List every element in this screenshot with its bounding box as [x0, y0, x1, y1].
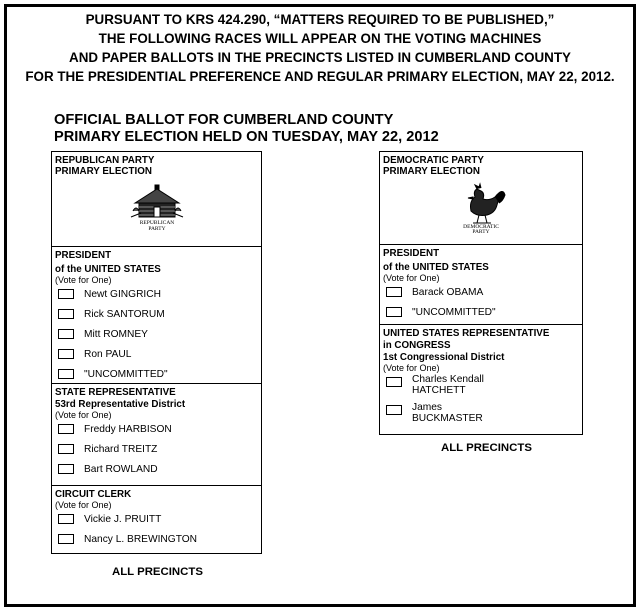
- race-subtitle: of the UNITED STATES: [55, 264, 161, 275]
- publication-notice: [8, 10, 632, 86]
- race-district: 1st Congressional District: [383, 352, 505, 363]
- vote-checkbox[interactable]: [58, 309, 74, 319]
- candidate-last-name: BUCKMASTER: [412, 413, 483, 424]
- party-header: [380, 152, 582, 244]
- race-title: CIRCUIT CLERK: [55, 489, 132, 500]
- vote-instruction: (Vote for One): [55, 410, 112, 420]
- candidate-name: [412, 402, 483, 424]
- ballot-title-line: PRIMARY ELECTION HELD ON TUESDAY, MAY 22, 2012: [54, 129, 439, 145]
- logo-caption: PARTY: [147, 226, 166, 231]
- race-subtitle: of the UNITED STATES: [383, 262, 489, 273]
- candidate-option[interactable]: [380, 304, 582, 324]
- candidate-name: "UNCOMMITTED": [412, 307, 496, 318]
- vote-instruction: (Vote for One): [383, 363, 440, 373]
- candidate-option[interactable]: [52, 306, 261, 326]
- democratic-ballot: [379, 151, 583, 435]
- notice-line: AND PAPER BALLOTS IN THE PRECINCTS LISTED IN CUMBERLAND COUNTY: [69, 50, 571, 65]
- candidate-name: [412, 374, 484, 396]
- candidate-name: Newt GINGRICH: [84, 289, 161, 300]
- candidate-last-name: HATCHETT: [412, 385, 466, 396]
- logo-caption: DEMOCRATIC: [463, 224, 499, 230]
- race-subtitle: 53rd Representative District: [55, 399, 186, 410]
- candidate-name: Barack OBAMA: [412, 287, 484, 298]
- vote-checkbox[interactable]: [58, 444, 74, 454]
- candidate-option[interactable]: [52, 461, 261, 481]
- race-title: STATE REPRESENTATIVE: [55, 387, 176, 398]
- candidate-option[interactable]: [380, 374, 582, 402]
- race-subtitle: in CONGRESS: [383, 340, 451, 351]
- party-name: REPUBLICAN PARTY: [55, 155, 155, 166]
- candidate-name: Freddy HARBISON: [84, 424, 172, 435]
- notice-line: PURSUANT TO KRS 424.290, “MATTERS REQUIRED TO BE PUBLISHED,”: [85, 12, 555, 27]
- vote-checkbox[interactable]: [386, 405, 402, 415]
- vote-checkbox[interactable]: [58, 534, 74, 544]
- party-name: DEMOCRATIC PARTY: [383, 155, 484, 166]
- circuit-clerk-race: [52, 485, 261, 555]
- vote-checkbox[interactable]: [386, 377, 402, 387]
- candidate-name: Mitt ROMNEY: [84, 329, 148, 340]
- logo-caption: PARTY: [472, 229, 490, 233]
- vote-instruction: (Vote for One): [55, 500, 112, 510]
- candidate-option[interactable]: [52, 421, 261, 441]
- candidate-first-name: Charles Kendall: [412, 374, 484, 385]
- race-title: UNITED STATES REPRESENTATIVE: [383, 328, 550, 339]
- ballot-title-line: OFFICIAL BALLOT FOR CUMBERLAND COUNTY: [54, 112, 394, 128]
- republican-ballot: [51, 151, 262, 554]
- democratic-precincts-note: ALL PRECINCTS: [441, 442, 532, 454]
- party-header: [52, 152, 261, 246]
- vote-checkbox[interactable]: [58, 349, 74, 359]
- race-title: PRESIDENT: [383, 248, 440, 259]
- vote-checkbox[interactable]: [58, 289, 74, 299]
- candidate-option[interactable]: [380, 284, 582, 304]
- log-cabin-icon: [127, 181, 187, 231]
- vote-checkbox[interactable]: [58, 514, 74, 524]
- vote-checkbox[interactable]: [58, 424, 74, 434]
- president-race: [52, 246, 261, 383]
- candidate-name: Ron PAUL: [84, 349, 132, 360]
- president-race: [380, 244, 582, 324]
- vote-instruction: (Vote for One): [383, 273, 440, 283]
- candidate-option[interactable]: [52, 531, 261, 551]
- candidate-name: "UNCOMMITTED": [84, 369, 168, 380]
- candidate-first-name: James: [412, 402, 443, 413]
- notice-line: THE FOLLOWING RACES WILL APPEAR ON THE VOTING MACHINES: [98, 31, 542, 46]
- rooster-icon: [451, 181, 511, 233]
- candidate-name: Rick SANTORUM: [84, 309, 165, 320]
- candidate-option[interactable]: [52, 511, 261, 531]
- race-title: PRESIDENT: [55, 250, 112, 261]
- vote-checkbox[interactable]: [58, 464, 74, 474]
- candidate-option[interactable]: [52, 346, 261, 366]
- vote-checkbox[interactable]: [386, 307, 402, 317]
- vote-instruction: (Vote for One): [55, 275, 112, 285]
- election-name: PRIMARY ELECTION: [383, 166, 480, 177]
- candidate-name: Vickie J. PRUITT: [84, 514, 162, 525]
- candidate-option[interactable]: [52, 286, 261, 306]
- vote-checkbox[interactable]: [58, 329, 74, 339]
- vote-checkbox[interactable]: [58, 369, 74, 379]
- candidate-name: Nancy L. BREWINGTON: [84, 534, 198, 545]
- notice-line: FOR THE PRESIDENTIAL PREFERENCE AND REGULAR PRIMARY ELECTION, MAY 22, 2012.: [25, 69, 615, 84]
- candidate-name: Richard TREITZ: [84, 444, 158, 455]
- candidate-option[interactable]: [52, 441, 261, 461]
- us-representative-race: [380, 324, 582, 435]
- state-representative-race: [52, 383, 261, 485]
- candidate-name: Bart ROWLAND: [84, 464, 158, 475]
- republican-precincts-note: ALL PRECINCTS: [112, 566, 203, 578]
- candidate-option[interactable]: [52, 326, 261, 346]
- candidate-option[interactable]: [380, 402, 582, 428]
- logo-caption: REPUBLICAN: [139, 220, 174, 226]
- election-name: PRIMARY ELECTION: [55, 166, 152, 177]
- ballot-title: [54, 112, 439, 146]
- vote-checkbox[interactable]: [386, 287, 402, 297]
